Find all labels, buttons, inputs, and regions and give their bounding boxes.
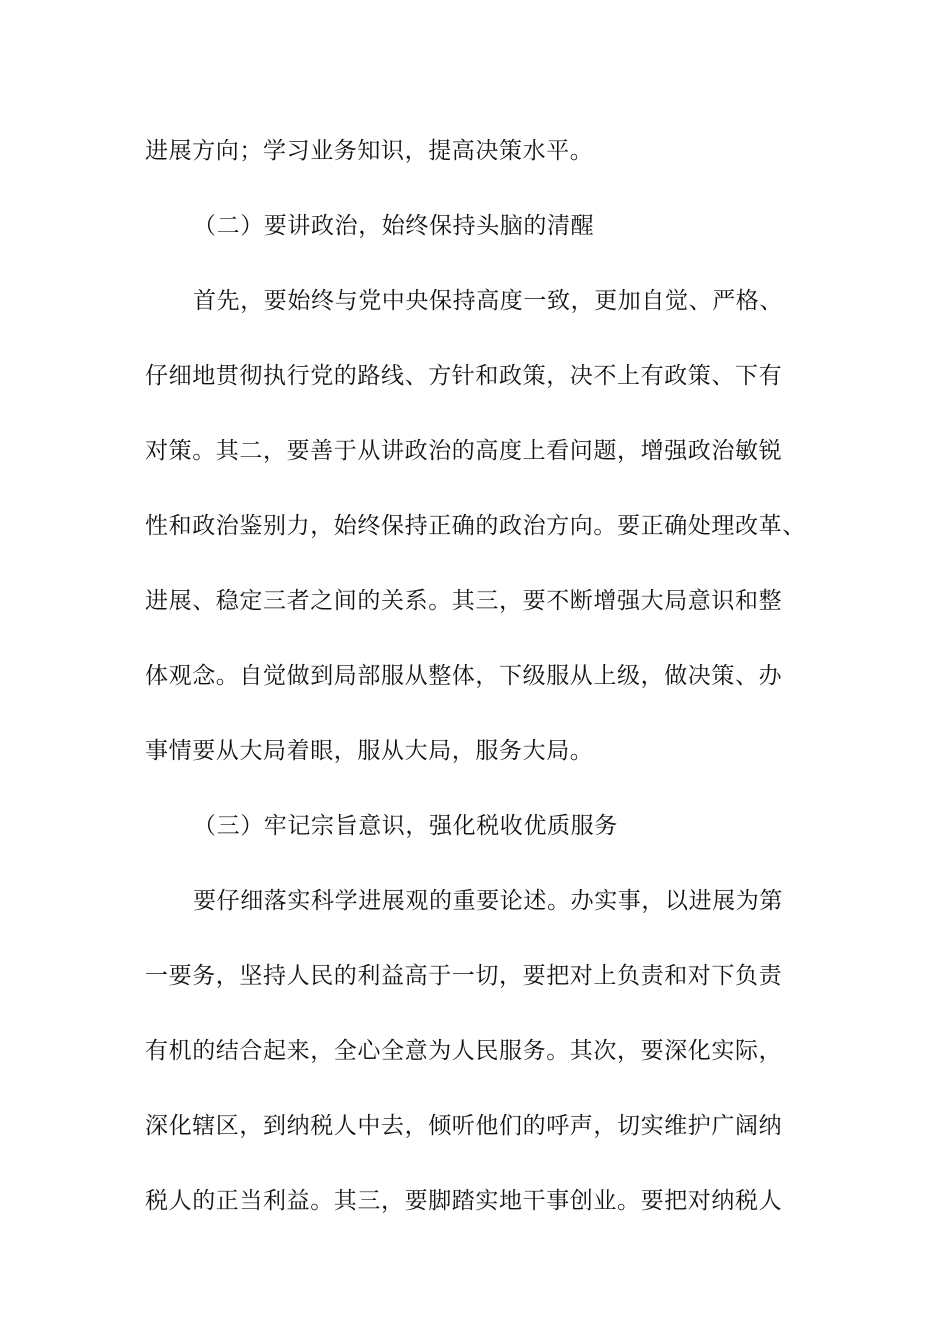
paragraph-line: 要仔细落实科学进展观的重要论述。办实事，以进展为第 [193,888,783,914]
paragraph-line: 税人的正当利益。其三，要脚踏实地干事创业。要把对纳税人 [145,1188,783,1214]
paragraph-line: 一要务，坚持人民的利益高于一切，要把对上负责和对下负责 [145,963,783,989]
paragraph-line: 体观念。自觉做到局部服从整体，下级服从上级，做决策、办 [145,663,783,689]
paragraph-line: 事情要从大局着眼，服从大局，服务大局。 [145,738,594,764]
paragraph-line: 有机的结合起来，全心全意为人民服务。其次，要深化实际， [145,1038,783,1064]
section-heading: （二）要讲政治，始终保持头脑的清醒 [193,213,595,239]
paragraph-line: 深化辖区，到纳税人中去，倾听他们的呼声，切实维护广阔纳 [145,1113,783,1139]
paragraph-line: 进展方向；学习业务知识，提高决策水平。 [145,138,594,164]
paragraph-line: 性和政治鉴别力，始终保持正确的政治方向。要正确处理改革、 [145,513,806,539]
paragraph-line: 仔细地贯彻执行党的路线、方针和政策，决不上有政策、下有 [145,363,783,389]
paragraph-line: 对策。其二，要善于从讲政治的高度上看问题，增强政治敏锐 [145,438,783,464]
paragraph-line: 进展、稳定三者之间的关系。其三，要不断增强大局意识和整 [145,588,783,614]
paragraph-line: 首先，要始终与党中央保持高度一致，更加自觉、严格、 [193,288,783,314]
section-heading: （三）牢记宗旨意识，强化税收优质服务 [193,813,618,839]
